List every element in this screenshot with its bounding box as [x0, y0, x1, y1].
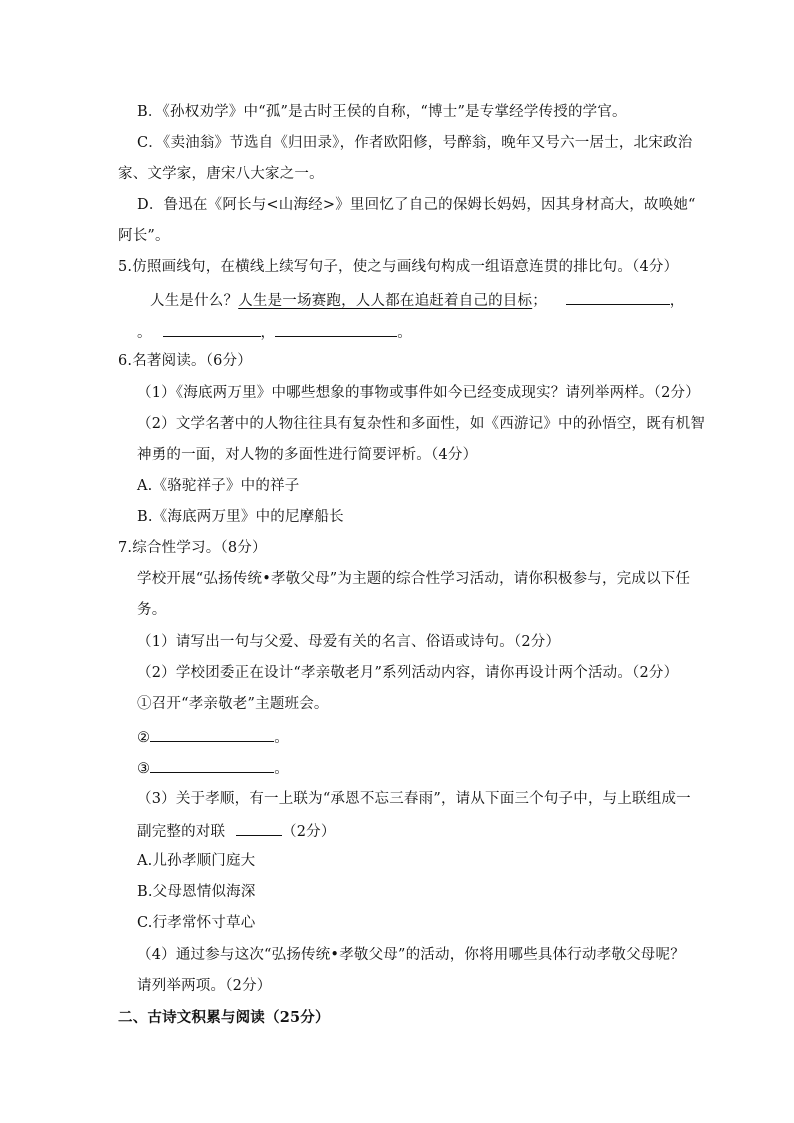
- q5-end: 。: [397, 325, 412, 341]
- q7-3-suffix: （2分）: [282, 824, 336, 840]
- question-6-2-line2: 神勇的一面，对人物的多面性进行简要评析。（4分）: [137, 447, 478, 463]
- q5-separator: ；: [532, 293, 547, 309]
- q5-prefix: 人生是什么？: [150, 293, 239, 309]
- option-b-text: B．《孙权劝学》中“孤”是古时王侯的自称，“博士”是专掌经学传授的学官。: [137, 104, 627, 120]
- q7-3-answer-blank[interactable]: [236, 820, 282, 836]
- question-7-4-line1: （4）通过参与这次“弘扬传统•孝敬父母”的活动，你将用哪些具体行动孝敬父母呢？: [137, 947, 685, 963]
- question-7-2: （2）学校团委正在设计“孝亲敬老月”系列活动内容，请你再设计两个活动。（2分）: [137, 665, 679, 681]
- question-7-4-line2: 请列举两项。（2分）: [137, 978, 272, 994]
- question-6-title: 6.名著阅读。（6分）: [118, 353, 253, 369]
- option-d-text-line1: D．鲁迅在《阿长与<山海经>》里回忆了自己的保姆长妈妈，因其身材高大，故唤她“: [137, 197, 696, 213]
- item-2-end: 。: [274, 730, 289, 746]
- question-7-3-option-c: C.行孝常怀寸草心: [137, 915, 256, 931]
- question-6-option-b: B.《海底两万里》中的尼摩船长: [137, 509, 344, 525]
- question-7-title: 7.综合性学习。（8分）: [118, 540, 267, 556]
- item-2-mark: ②: [137, 730, 151, 746]
- question-6-1: （1）《海底两万里》中哪些想象的事物或事件如今已经变成现实？请列举两样。（2分）: [137, 385, 700, 401]
- q7-3-prefix: 副完整的对联: [137, 824, 226, 840]
- item-3-mark: ③: [137, 761, 151, 777]
- q5-blank-1[interactable]: [566, 289, 670, 305]
- q5-underlined-sentence: 人生是一场赛跑，人人都在追赶着自己的目标: [238, 293, 533, 309]
- option-d-text-line2: 阿长”。: [118, 228, 170, 244]
- question-5-blanks-line: [137, 321, 412, 343]
- question-7-intro-line2: 务。: [137, 602, 167, 618]
- q5-comma: ，: [669, 293, 685, 309]
- question-7-3-line2: [137, 820, 336, 842]
- item-3-end: 。: [274, 761, 289, 777]
- question-7-2-item-3: [137, 757, 289, 779]
- q5-comma-2: ，: [260, 325, 276, 341]
- question-7-intro-line1: 学校开展“弘扬传统•孝敬父母”为主题的综合性学习活动，请你积极参与，完成以下任: [137, 571, 691, 587]
- question-6-2-line1: （2）文学名著中的人物往往具有复杂性和多面性，如《西游记》中的孙悟空，既有机智: [137, 416, 706, 432]
- section-2-heading: 二、古诗文积累与阅读（25分）: [118, 1009, 330, 1026]
- question-5-sentence: [150, 289, 684, 311]
- question-7-3-option-b: B.父母恩情似海深: [137, 884, 256, 900]
- question-7-1: （1）请写出一句与父爱、母爱有关的名言、俗语或诗句。（2分）: [137, 634, 561, 650]
- option-c-text-line2: 家、文学家，唐宋八大家之一。: [118, 166, 324, 182]
- q7-2-blank-2[interactable]: [150, 757, 274, 773]
- option-c-text-line1: C．《卖油翁》节选自《归田录》，作者欧阳修，号醉翁，晚年又号六一居士，北宋政治: [137, 135, 693, 151]
- question-5-title: 5.仿照画线句，在横线上续写句子，使之与画线句构成一组语意连贯的排比句。（4分）: [118, 259, 679, 275]
- question-7-2-item-2: [137, 726, 289, 748]
- question-7-2-item-1: ①召开“孝亲敬老”主题班会。: [137, 696, 329, 712]
- question-7-3-line1: （3）关于孝顺，有一上联为“承恩不忘三春雨”，请从下面三个句子中，与上联组成一: [137, 791, 691, 807]
- question-6-option-a: A.《骆驼祥子》中的祥子: [137, 478, 300, 494]
- q7-2-blank-1[interactable]: [150, 726, 274, 742]
- q5-blank-3[interactable]: [275, 321, 397, 337]
- question-7-3-option-a: A.儿孙孝顺门庭大: [137, 853, 256, 869]
- q5-period-start: 。: [137, 325, 152, 341]
- q5-blank-2[interactable]: [163, 321, 261, 337]
